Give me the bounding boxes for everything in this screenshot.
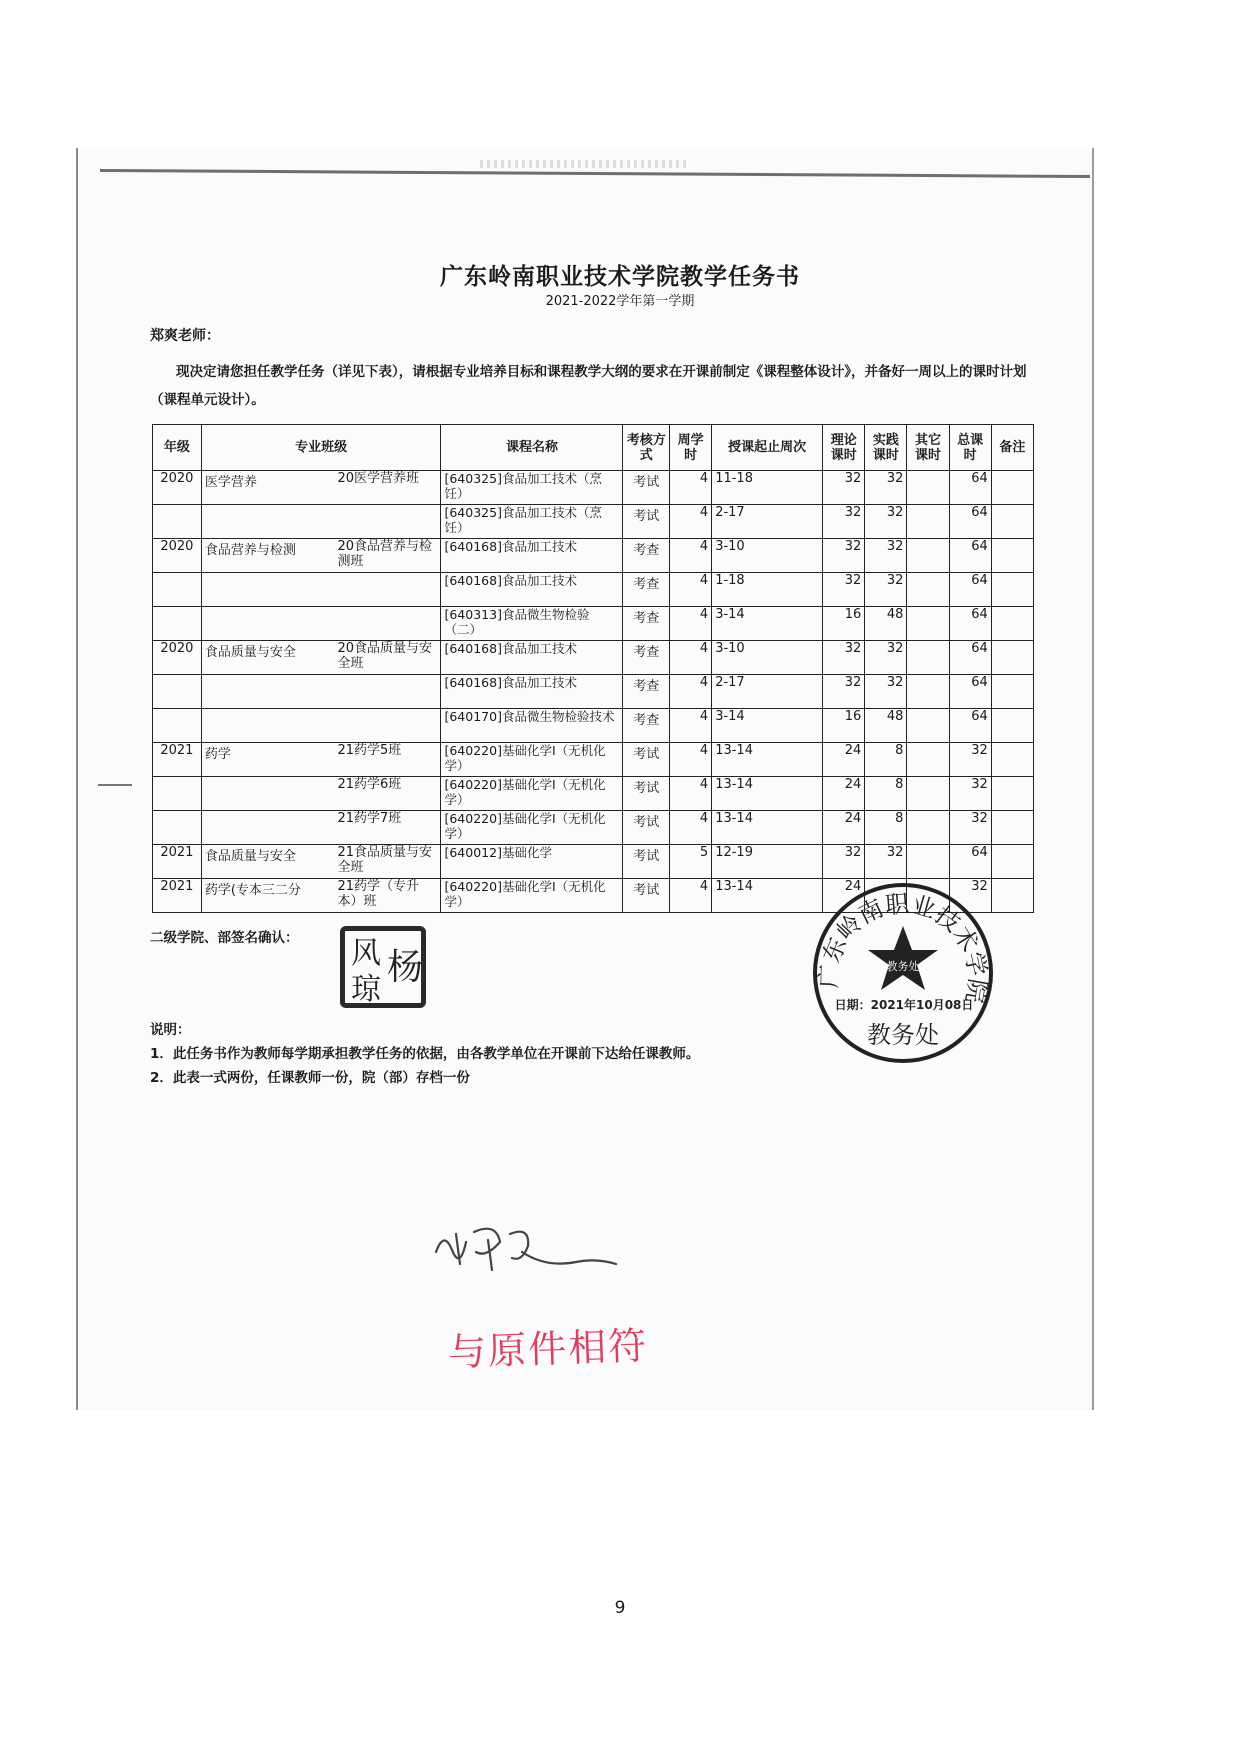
cell-class-name: 21食品质量与安全班 xyxy=(337,845,433,875)
cell-class xyxy=(201,709,441,743)
cell-weeks: 3-14 xyxy=(712,709,823,743)
cell-theory: 32 xyxy=(823,539,865,573)
table-row xyxy=(153,539,1034,573)
cell-total: 64 xyxy=(949,641,991,675)
cell-class xyxy=(201,845,441,879)
cell-total: 64 xyxy=(949,675,991,709)
cell-exam: 考试 xyxy=(623,743,670,777)
certification-stamp: 与原件相符 xyxy=(447,1323,649,1375)
cell-exam: 考查 xyxy=(623,675,670,709)
cell-course: [640168]食品加工技术 xyxy=(441,573,623,607)
cell-major: 药学(专本三二分 xyxy=(204,883,301,898)
cell-major: 食品质量与安全 xyxy=(204,849,296,864)
page-number: 9 xyxy=(614,1598,626,1618)
name-stamp: 风 琼 杨 xyxy=(340,926,426,1008)
cell-course: [640012]基础化学 xyxy=(441,845,623,879)
cell-theory: 32 xyxy=(823,675,865,709)
cell-theory: 24 xyxy=(823,811,865,845)
cell-theory: 32 xyxy=(823,505,865,539)
cell-practice: 8 xyxy=(865,743,907,777)
cell-total: 64 xyxy=(949,573,991,607)
cell-exam: 考查 xyxy=(623,709,670,743)
cell-course: [640168]食品加工技术 xyxy=(441,539,623,573)
cell-grade xyxy=(153,607,202,641)
handwritten-signature xyxy=(426,1212,626,1282)
cell-weeks: 13-14 xyxy=(712,777,823,811)
cell-total: 64 xyxy=(949,539,991,573)
cell-grade: 2020 xyxy=(153,539,202,573)
cell-major: 食品营养与检测 xyxy=(204,543,296,558)
header-practice: 实践课时 xyxy=(865,425,907,471)
cell-remark xyxy=(991,505,1033,539)
cell-other xyxy=(907,709,949,743)
table-row xyxy=(153,777,1034,811)
cell-total: 64 xyxy=(949,607,991,641)
cell-class-name: 20医学营养班 xyxy=(337,471,420,486)
cell-theory: 32 xyxy=(823,845,865,879)
header-exam: 考核方式 xyxy=(623,425,670,471)
cell-total: 32 xyxy=(949,777,991,811)
cell-other xyxy=(907,607,949,641)
cell-course: [640220]基础化学I（无机化学） xyxy=(441,743,623,777)
seal-center-text: 教务处 xyxy=(886,960,920,973)
cell-remark xyxy=(991,539,1033,573)
cell-other xyxy=(907,777,949,811)
cell-exam: 考查 xyxy=(623,641,670,675)
cell-class-name: 20食品营养与检测班 xyxy=(337,539,433,569)
table-row xyxy=(153,811,1034,845)
cell-remark xyxy=(991,641,1033,675)
table-row xyxy=(153,675,1034,709)
cell-remark xyxy=(991,675,1033,709)
cell-other xyxy=(907,641,949,675)
cell-remark xyxy=(991,709,1033,743)
salutation: 郑爽老师： xyxy=(150,328,220,344)
cell-course: [640168]食品加工技术 xyxy=(441,641,623,675)
table-row xyxy=(153,573,1034,607)
cell-class xyxy=(201,879,441,913)
cell-grade xyxy=(153,811,202,845)
cell-grade xyxy=(153,573,202,607)
cell-weekly: 4 xyxy=(670,607,712,641)
cell-grade xyxy=(153,709,202,743)
cell-exam: 考查 xyxy=(623,607,670,641)
cell-practice: 8 xyxy=(865,811,907,845)
intro-paragraph: 现决定请您担任教学任务（详见下表），请根据专业培养目标和课程教学大纲的要求在开课前制定《课程整体设计》，并备好一周以上的课时计划（课程单元设计）。 xyxy=(150,364,1027,408)
cell-weekly: 4 xyxy=(670,505,712,539)
cell-weeks: 13-14 xyxy=(712,811,823,845)
header-weeks: 授课起止周次 xyxy=(712,425,823,471)
cell-theory: 16 xyxy=(823,709,865,743)
cell-class xyxy=(201,743,441,777)
header-course: 课程名称 xyxy=(441,425,623,471)
cell-major: 医学营养 xyxy=(204,475,257,490)
cell-weekly: 4 xyxy=(670,743,712,777)
cell-practice: 32 xyxy=(865,641,907,675)
cell-practice: 32 xyxy=(865,505,907,539)
margin-mark xyxy=(98,784,132,786)
cell-practice: 32 xyxy=(865,675,907,709)
cell-other xyxy=(907,539,949,573)
cell-course: [640325]食品加工技术（烹饪） xyxy=(441,471,623,505)
cell-class xyxy=(201,675,441,709)
cell-weekly: 4 xyxy=(670,539,712,573)
cell-other xyxy=(907,743,949,777)
table-row xyxy=(153,471,1034,505)
cell-grade xyxy=(153,505,202,539)
cell-course: [640220]基础化学I（无机化学） xyxy=(441,777,623,811)
cell-class-name: 21药学6班 xyxy=(337,777,402,792)
cell-course: [640170]食品微生物检验技术 xyxy=(441,709,623,743)
cell-class xyxy=(201,539,441,573)
cell-exam: 考试 xyxy=(623,505,670,539)
cell-other xyxy=(907,505,949,539)
cell-total: 64 xyxy=(949,845,991,879)
cell-weekly: 4 xyxy=(670,471,712,505)
cell-class xyxy=(201,777,441,811)
header-remark: 备注 xyxy=(991,425,1033,471)
cell-remark xyxy=(991,811,1033,845)
cell-theory: 32 xyxy=(823,471,865,505)
table-body xyxy=(153,471,1034,913)
cell-other xyxy=(907,675,949,709)
table-row xyxy=(153,505,1034,539)
cell-grade: 2021 xyxy=(153,743,202,777)
cell-class xyxy=(201,471,441,505)
cell-weekly: 4 xyxy=(670,675,712,709)
header-total: 总课时 xyxy=(949,425,991,471)
header-theory: 理论课时 xyxy=(823,425,865,471)
cell-theory: 24 xyxy=(823,743,865,777)
cell-class-name: 20食品质量与安全班 xyxy=(337,641,433,671)
header-class: 专业班级 xyxy=(201,425,441,471)
table-row xyxy=(153,641,1034,675)
seal-ring-text: 广东岭南职业技术学院 xyxy=(814,889,992,1006)
office-seal xyxy=(808,878,998,1068)
cell-grade xyxy=(153,675,202,709)
cell-class xyxy=(201,573,441,607)
cell-class xyxy=(201,505,441,539)
cell-grade: 2020 xyxy=(153,641,202,675)
cell-weeks: 11-18 xyxy=(712,471,823,505)
cell-class-name: 21药学（专升本）班 xyxy=(337,879,420,909)
cell-weekly: 4 xyxy=(670,641,712,675)
cell-practice: 32 xyxy=(865,471,907,505)
cell-course: [640168]食品加工技术 xyxy=(441,675,623,709)
cell-other xyxy=(907,573,949,607)
cell-weekly: 4 xyxy=(670,709,712,743)
table-header-row xyxy=(153,425,1034,471)
cell-theory: 24 xyxy=(823,879,865,913)
cell-practice: 32 xyxy=(865,845,907,879)
header-other: 其它课时 xyxy=(907,425,949,471)
cell-remark xyxy=(991,573,1033,607)
cell-practice: 48 xyxy=(865,709,907,743)
cell-major: 药学 xyxy=(204,747,231,762)
header-weekly: 周学时 xyxy=(670,425,712,471)
cell-other xyxy=(907,845,949,879)
cell-other xyxy=(907,471,949,505)
cell-total: 64 xyxy=(949,471,991,505)
signature-label: 二级学院、部签名确认： xyxy=(150,930,299,946)
cell-course: [640220]基础化学I（无机化学） xyxy=(441,879,623,913)
cell-remark xyxy=(991,743,1033,777)
cell-practice: 8 xyxy=(865,777,907,811)
table-row xyxy=(153,845,1034,879)
seal-date: 日期：2021年10月08日 xyxy=(834,998,974,1012)
header-grade: 年级 xyxy=(153,425,202,471)
cell-weekly: 4 xyxy=(670,879,712,913)
cell-exam: 考试 xyxy=(623,845,670,879)
cell-weeks: 3-10 xyxy=(712,641,823,675)
cell-weeks: 2-17 xyxy=(712,675,823,709)
note-1: 1．此任务书作为教师每学期承担教学任务的依据，由各教学单位在开课前下达给任课教师。 xyxy=(150,1046,700,1062)
notes-heading: 说明： xyxy=(150,1022,191,1038)
cell-remark xyxy=(991,471,1033,505)
cell-total: 64 xyxy=(949,505,991,539)
cell-practice: 48 xyxy=(865,607,907,641)
cell-weeks: 3-10 xyxy=(712,539,823,573)
cell-class-name: 21药学5班 xyxy=(337,743,402,758)
cell-exam: 考试 xyxy=(623,879,670,913)
cell-exam: 考试 xyxy=(623,471,670,505)
cell-weekly: 4 xyxy=(670,777,712,811)
cell-major: 食品质量与安全 xyxy=(204,645,296,660)
seal-bottom-text: 教务处 xyxy=(867,1021,939,1049)
cell-class xyxy=(201,811,441,845)
cell-weekly: 4 xyxy=(670,573,712,607)
cell-grade: 2020 xyxy=(153,471,202,505)
cell-total: 64 xyxy=(949,709,991,743)
cell-other xyxy=(907,811,949,845)
table-row xyxy=(153,743,1034,777)
cell-weeks: 1-18 xyxy=(712,573,823,607)
cell-grade xyxy=(153,777,202,811)
cell-course: [640220]基础化学I（无机化学） xyxy=(441,811,623,845)
task-table xyxy=(152,424,1034,913)
cell-practice: 32 xyxy=(865,539,907,573)
note-2: 2．此表一式两份，任课教师一份，院（部）存档一份 xyxy=(150,1070,470,1086)
cell-course: [640325]食品加工技术（烹饪） xyxy=(441,505,623,539)
seal-star xyxy=(868,926,938,990)
cell-exam: 考查 xyxy=(623,573,670,607)
cell-practice: 32 xyxy=(865,573,907,607)
cell-total: 32 xyxy=(949,879,991,913)
document-subtitle: 2021-2022学年第一学期 xyxy=(545,294,695,309)
cell-total: 32 xyxy=(949,811,991,845)
cell-remark xyxy=(991,607,1033,641)
cell-weeks: 3-14 xyxy=(712,607,823,641)
cell-weekly: 4 xyxy=(670,811,712,845)
cell-exam: 考试 xyxy=(623,777,670,811)
cell-weeks: 12-19 xyxy=(712,845,823,879)
cell-remark xyxy=(991,845,1033,879)
cell-weekly: 5 xyxy=(670,845,712,879)
cell-grade: 2021 xyxy=(153,879,202,913)
table-row xyxy=(153,709,1034,743)
cell-exam: 考查 xyxy=(623,539,670,573)
cell-weeks: 13-14 xyxy=(712,879,823,913)
cell-remark xyxy=(991,777,1033,811)
scan-noise xyxy=(480,160,690,168)
cell-theory: 32 xyxy=(823,573,865,607)
cell-class-name: 21药学7班 xyxy=(337,811,402,826)
cell-theory: 24 xyxy=(823,777,865,811)
cell-total: 32 xyxy=(949,743,991,777)
cell-class xyxy=(201,607,441,641)
document-title: 广东岭南职业技术学院教学任务书 xyxy=(440,264,800,290)
cell-theory: 16 xyxy=(823,607,865,641)
cell-course: [640313]食品微生物检验（二） xyxy=(441,607,623,641)
cell-theory: 32 xyxy=(823,641,865,675)
cell-weeks: 2-17 xyxy=(712,505,823,539)
cell-exam: 考试 xyxy=(623,811,670,845)
cell-class xyxy=(201,641,441,675)
table-row xyxy=(153,607,1034,641)
cell-weeks: 13-14 xyxy=(712,743,823,777)
cell-grade: 2021 xyxy=(153,845,202,879)
